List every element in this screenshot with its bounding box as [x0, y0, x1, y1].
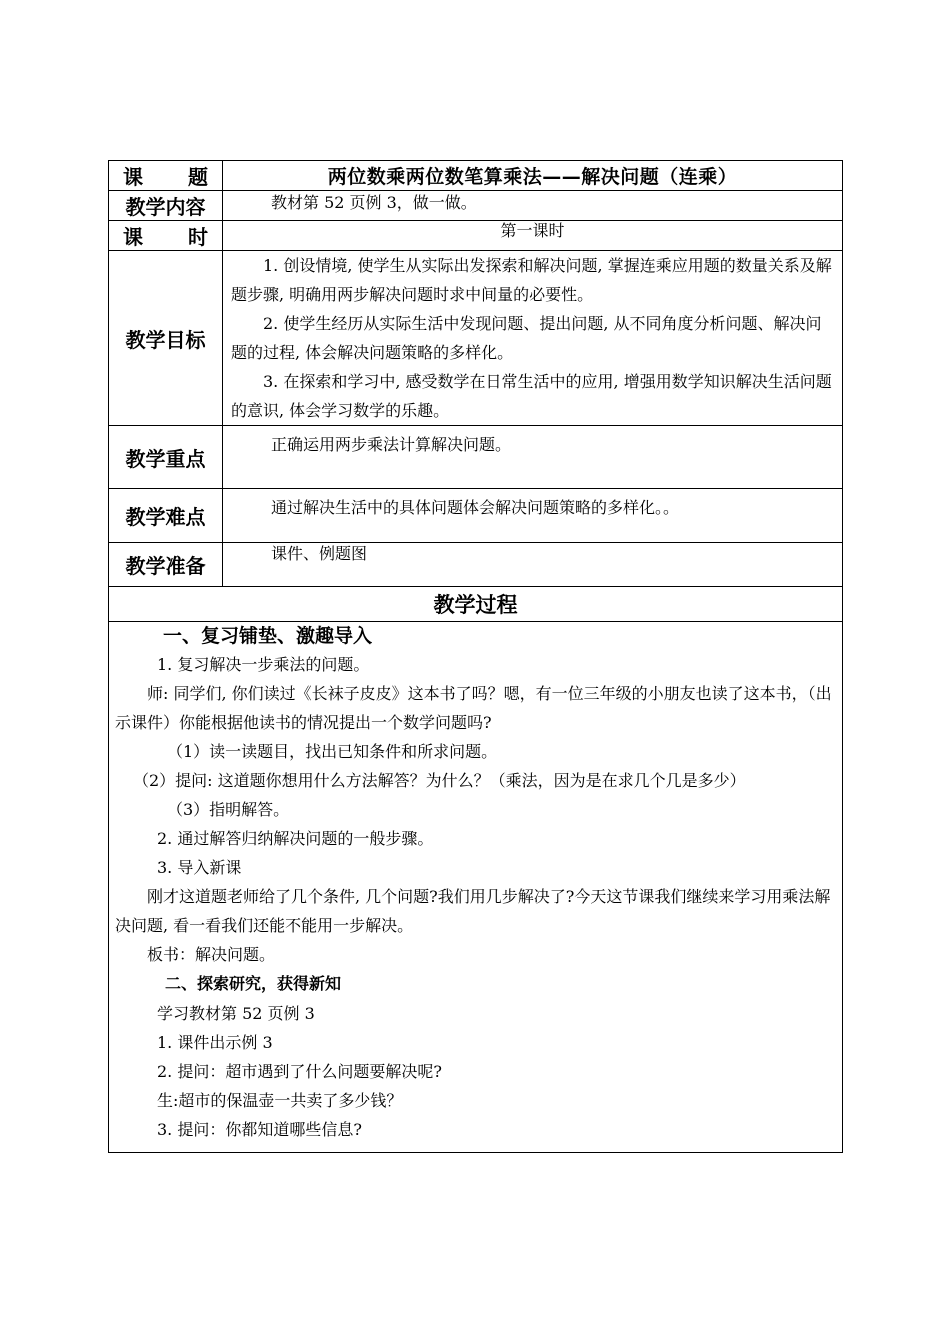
title-label [109, 161, 222, 190]
section-1-heading: 一、复习铺垫、激趣导入 [163, 625, 373, 647]
content-label: 教学内容 [109, 191, 223, 221]
difficulty-cell [223, 489, 843, 543]
lesson-title: 两位数乘两位数笔算乘法——解决问题（连乘） [223, 161, 843, 191]
process-line: 刚才这道题老师给了几个条件, 几个问题?我们用几步解决了?今天这节课我们继续来学习用乘法解决问题, 看一看我们还能不能用一步解决。 [115, 887, 831, 935]
row-process-body [109, 622, 843, 1153]
goals-label: 教学目标 [109, 251, 223, 426]
row-period [109, 221, 843, 251]
process-line: 3. 提问：你都知道哪些信息? [157, 1120, 362, 1139]
period-label-char-2: 时 [188, 225, 208, 249]
process-line: 3. 导入新课 [157, 858, 242, 877]
title-label-char-1: 课 [123, 165, 143, 189]
prep-label: 教学准备 [109, 543, 223, 587]
goals-cell [223, 251, 843, 426]
process-line: （3）指明解答。 [167, 800, 290, 819]
row-process-heading [109, 587, 843, 622]
goal-item: 2. 使学生经历从实际生活中发现问题、提出问题, 从不同角度分析问题、解决问题的过程, 体会解决问题策略的多样化。 [231, 314, 822, 362]
row-key-point [109, 426, 843, 489]
period-value: 第一课时 [500, 221, 565, 240]
process-line: （2）提问: 这道题你想用什么方法解答？为什么？（乘法，因为是在求几个几是多少） [133, 771, 746, 790]
prep-cell [223, 543, 843, 587]
key-point-label: 教学重点 [109, 426, 223, 489]
process-line: 1. 课件出示例 3 [157, 1033, 273, 1052]
difficulty-label: 教学难点 [109, 489, 223, 543]
row-content [109, 191, 843, 221]
row-title [109, 161, 843, 191]
content-value-text: 教材第 52 页例 3，做一做。 [271, 193, 477, 212]
process-line: 师: 同学们, 你们读过《长袜子皮皮》这本书了吗？嗯，有一位三年级的小朋友也读了这本书，（出示课件）你能根据他读书的情况提出一个数学问题吗? [115, 684, 832, 732]
key-point-value: 正确运用两步乘法计算解决问题。 [271, 435, 512, 454]
process-line: 1. 复习解决一步乘法的问题。 [157, 655, 370, 674]
process-body [109, 622, 843, 1153]
lesson-plan-table [108, 160, 843, 1153]
title-label-char-2: 题 [188, 165, 208, 189]
difficulty-value: 通过解决生活中的具体问题体会解决问题策略的多样化。。 [271, 498, 680, 517]
row-difficulty [109, 489, 843, 543]
process-line: 生:超市的保温壶一共卖了多少钱？ [157, 1091, 403, 1110]
period-label [109, 221, 222, 250]
key-point-cell [223, 426, 843, 489]
period-value-cell [223, 221, 843, 251]
section-2-heading: 二、探索研究，获得新知 [165, 974, 342, 993]
period-label-cell [109, 221, 223, 251]
goal-item: 3. 在探索和学习中, 感受数学在日常生活中的应用, 增强用数学知识解决生活问题的意识, 体会学习数学的乐趣。 [231, 372, 832, 420]
prep-value: 课件、例题图 [271, 544, 368, 563]
title-label-cell [109, 161, 223, 191]
process-heading: 教学过程 [109, 587, 843, 622]
content-value [223, 191, 843, 221]
process-line: 2. 通过解答归纳解决问题的一般步骤。 [157, 829, 434, 848]
process-line: 板书：解决问题。 [147, 945, 276, 964]
row-goals [109, 251, 843, 426]
process-line: 2. 提问：超市遇到了什么问题要解决呢? [157, 1062, 442, 1081]
goal-item: 1. 创设情境, 使学生从实际出发探索和解决问题, 掌握连乘应用题的数量关系及解题步骤, 明确用两步解决问题时求中间量的必要性。 [231, 256, 832, 304]
row-prep [109, 543, 843, 587]
period-label-char-1: 课 [123, 225, 143, 249]
process-line: 学习教材第 52 页例 3 [157, 1004, 315, 1023]
process-line: （1）读一读题目，找出已知条件和所求问题。 [167, 742, 498, 761]
